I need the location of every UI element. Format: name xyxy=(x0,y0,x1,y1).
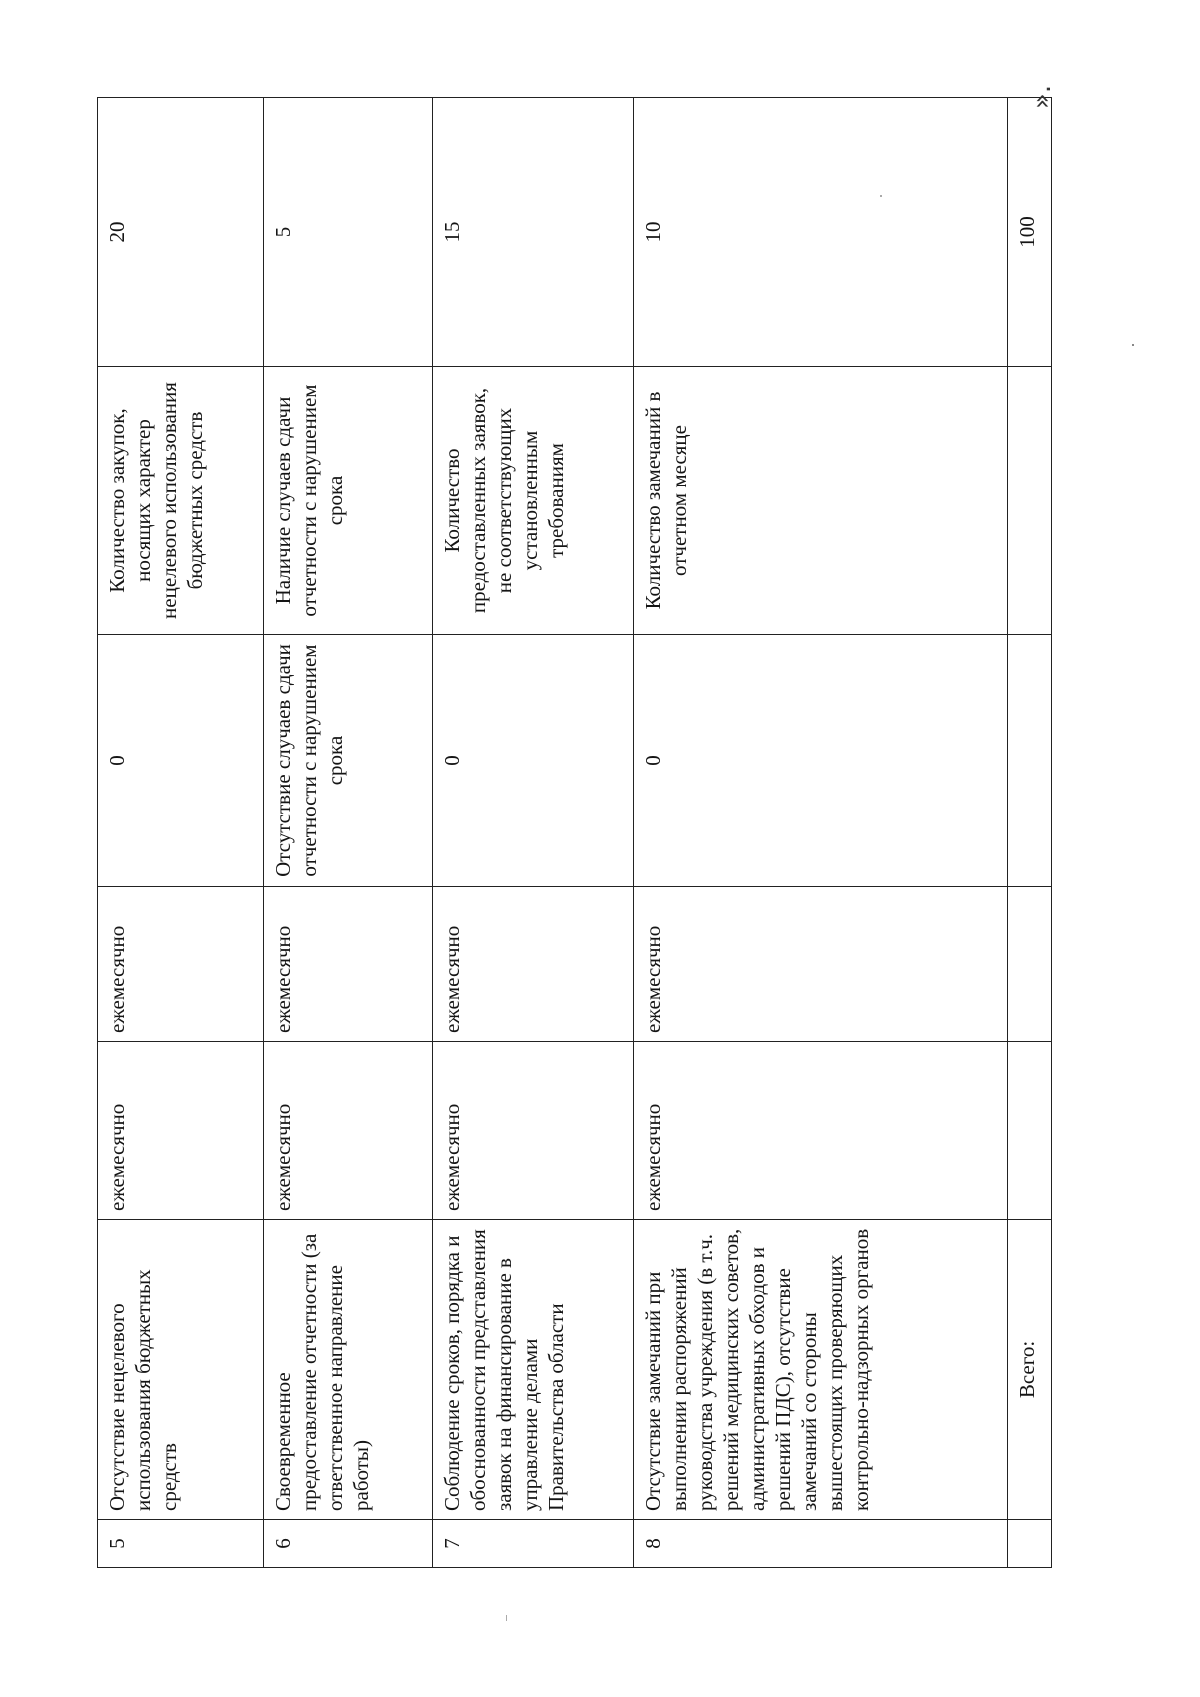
indicator-cell: Отсутствие нецелевого использования бюджетных средств xyxy=(98,1220,264,1520)
total-label: Всего: xyxy=(1007,1220,1051,1520)
points-cell: 20 xyxy=(98,98,264,367)
table-row xyxy=(633,98,1007,1568)
empty-cell xyxy=(1007,887,1051,1042)
table-total-row xyxy=(1007,98,1051,1568)
empty-cell xyxy=(1007,1520,1051,1568)
period-cell: ежемесячно xyxy=(98,887,264,1042)
scan-speck xyxy=(1132,344,1134,346)
empty-cell xyxy=(1007,367,1051,635)
target-value-cell: 0 xyxy=(633,635,1007,887)
target-value-cell: 0 xyxy=(433,635,634,887)
empty-cell xyxy=(1007,635,1051,887)
evaluation-criteria-table xyxy=(97,97,1052,1568)
empty-cell xyxy=(1007,1042,1051,1220)
table-row xyxy=(433,98,634,1568)
period-cell: ежемесячно xyxy=(433,1042,634,1220)
target-value-cell: 0 xyxy=(98,635,264,887)
total-points: 100 xyxy=(1007,98,1051,367)
row-number: 6 xyxy=(264,1520,433,1568)
rotated-table-page xyxy=(97,98,1052,1568)
period-cell: ежемесячно xyxy=(433,887,634,1042)
criterion-cell: Наличие случаев сдачи отчетности с нарушением срока xyxy=(264,367,433,635)
criterion-cell: Количество замечаний в отчетном месяце xyxy=(633,367,1007,635)
scan-speck xyxy=(880,195,882,197)
criterion-cell: Количество предоставленных заявок, не соответствующих установленным требованиям xyxy=(433,367,634,635)
points-cell: 5 xyxy=(264,98,433,367)
criterion-cell: Количество закупок, носящих характер нецелевого использования бюджетных средств xyxy=(98,367,264,635)
target-value-cell: Отсутствие случаев сдачи отчетности с нарушением срока xyxy=(264,635,433,887)
indicator-cell: Своевременное предоставление отчетности (за ответственное направление работы) xyxy=(264,1220,433,1520)
period-cell: ежемесячно xyxy=(264,1042,433,1220)
row-number: 8 xyxy=(633,1520,1007,1568)
indicator-cell: Соблюдение сроков, порядка и обоснованности представления заявок на финансирование в управление делами Правительства области xyxy=(433,1220,634,1520)
indicator-cell: Отсутствие замечаний при выполнении распоряжений руководства учреждения (в т.ч. решений медицинских советов, административных обходов и решений ПДС), отсутствие замечаний со стороны вышестоящих проверяющих контрольно-надзорных органов xyxy=(633,1220,1007,1520)
points-cell: 10 xyxy=(633,98,1007,367)
period-cell: ежемесячно xyxy=(633,1042,1007,1220)
points-cell: 15 xyxy=(433,98,634,367)
table-row xyxy=(98,98,264,1568)
period-cell: ежемесячно xyxy=(98,1042,264,1220)
period-cell: ежемесячно xyxy=(633,887,1007,1042)
row-number: 5 xyxy=(98,1520,264,1568)
scan-speck xyxy=(506,1615,507,1621)
period-cell: ежемесячно xyxy=(264,887,433,1042)
closing-quote-mark: ». xyxy=(1027,84,1058,110)
row-number: 7 xyxy=(433,1520,634,1568)
table-row xyxy=(264,98,433,1568)
